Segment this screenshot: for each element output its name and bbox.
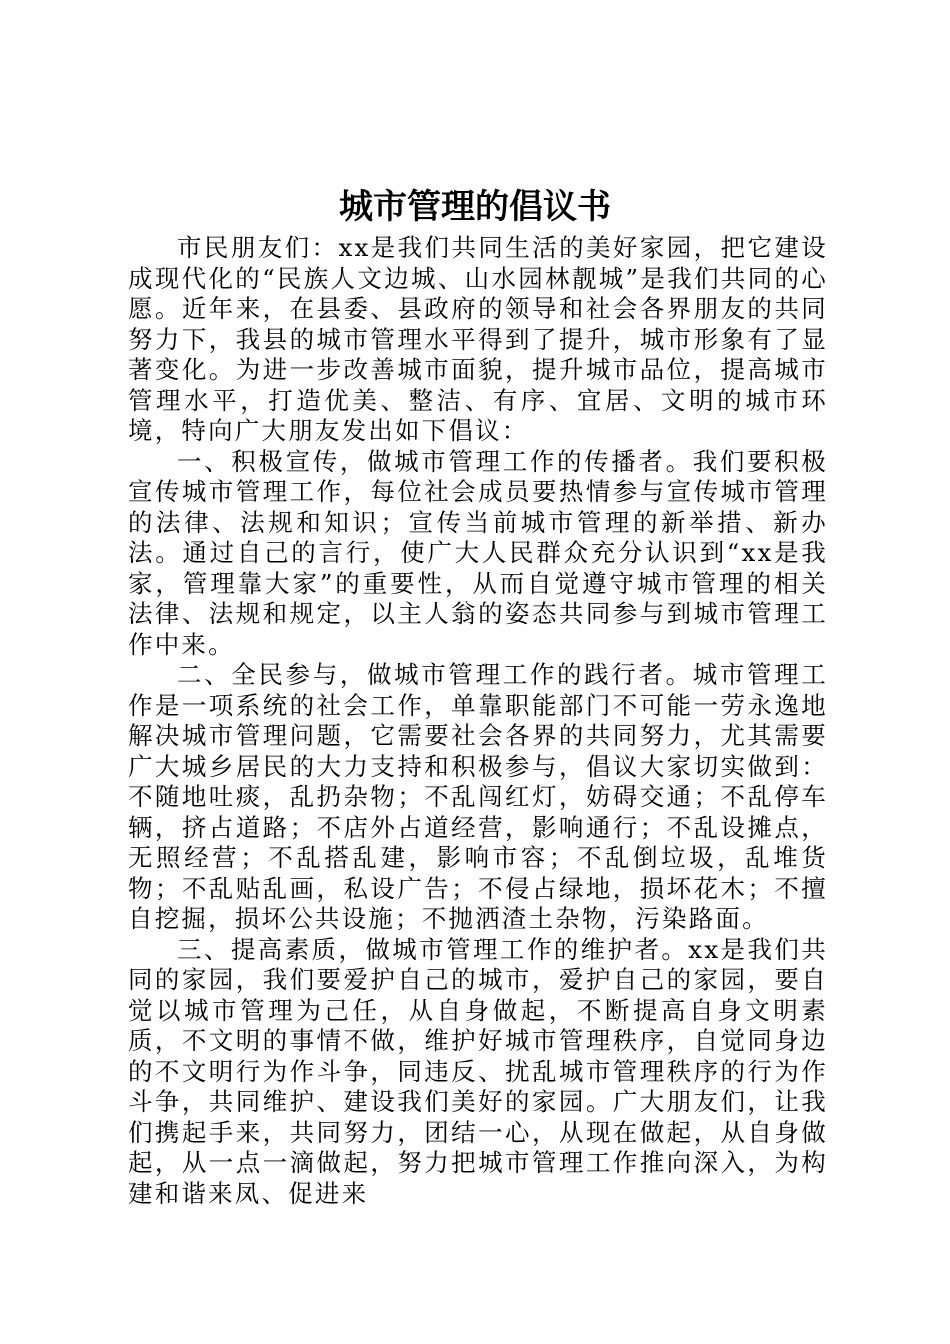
paragraph-intro: 市民朋友们：xx是我们共同生活的美好家园，把它建设成现代化的“民族人文边城、山水园林靓城”是我们共同的心愿。近年来，在县委、县政府的领导和社会各界朋友的共同努力下，我县的城市管理水平得到了提升，城市形象有了显著变化。为进一步改善城市面貌，提升城市品位，提高城市管理水平，打造优美、整洁、有序、宜居、文明的城市环境，特向广大朋友发出如下倡议： [128, 233, 828, 445]
document-title: 城市管理的倡议书 [339, 187, 611, 227]
document-body [128, 233, 828, 1209]
paragraph-quality: 三、提高素质，做城市管理工作的维护者。xx是我们共同的家园，我们要爱护自己的城市，爱护自己的家园，要自觉以城市管理为己任，从自身做起，不断提高自身文明素质，不文明的事情不做，维护好城市管理秩序，自觉同身边的不文明行为作斗争，同违反、扰乱城市管理秩序的行为作斗争，共同维护、建设我们美好的家园。广大朋友们，让我们携起手来，共同努力，团结一心，从现在做起，从自身做起，从一点一滴做起，努力把城市管理工作推向深入，为构建和谐来凤、促进来 [128, 934, 828, 1208]
paragraph-publicity: 一、积极宣传，做城市管理工作的传播者。我们要积极宣传城市管理工作，每位社会成员要热情参与宣传城市管理的法律、法规和知识；宣传当前城市管理的新举措、新办法。通过自己的言行，使广大人民群众充分认识到“xx是我家，管理靠大家”的重要性，从而自觉遵守城市管理的相关法律、法规和规定，以主人翁的姿态共同参与到城市管理工作中来。 [128, 446, 828, 659]
paragraph-participation: 二、全民参与，做城市管理工作的践行者。城市管理工作是一项系统的社会工作，单靠职能部门不可能一劳永逸地解决城市管理问题，它需要社会各界的共同努力，尤其需要广大城乡居民的大力支持和积极参与，倡议大家切实做到：不随地吐痰，乱扔杂物；不乱闯红灯，妨碍交通；不乱停车辆，挤占道路；不店外占道经营，影响通行；不乱设摊点，无照经营；不乱搭乱建，影响市容；不乱倒垃圾，乱堆货物；不乱贴乱画，私设广告；不侵占绿地，损坏花木；不擅自挖掘，损坏公共设施；不抛洒渣土杂物，污染路面。 [128, 660, 828, 933]
